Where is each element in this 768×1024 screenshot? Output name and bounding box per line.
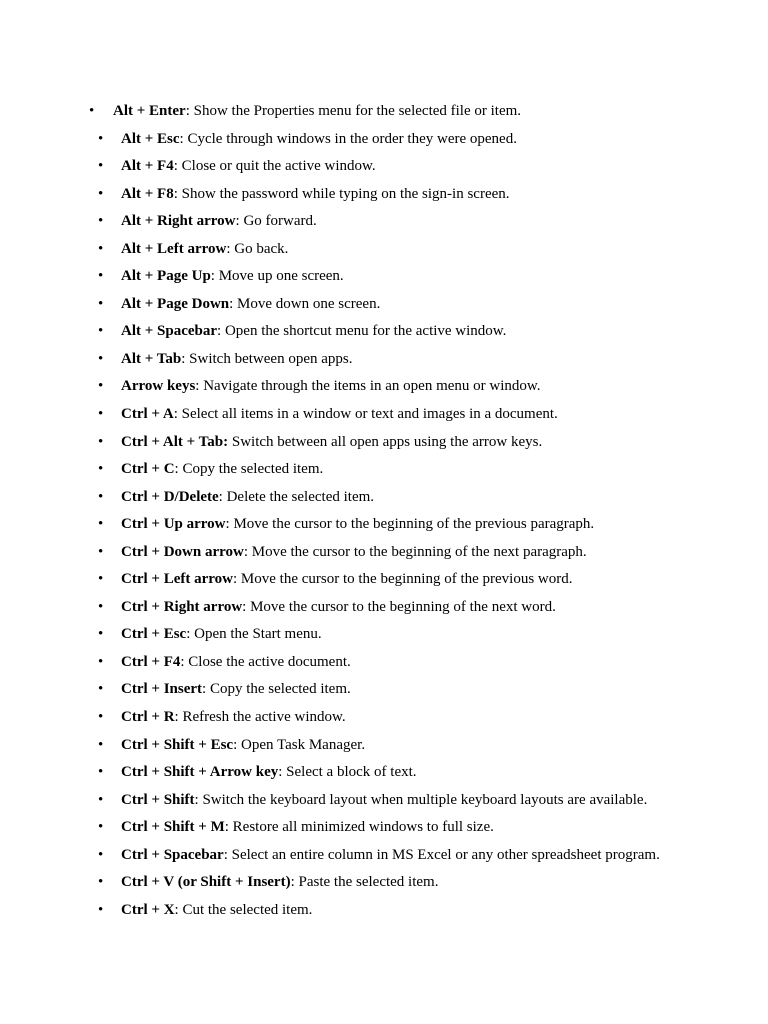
bullet-icon: •: [98, 323, 104, 340]
list-item: [0, 429, 768, 457]
shortcut-description: Select a block of text.: [286, 764, 417, 781]
shortcut-keys: Alt + Page Down: [121, 295, 230, 312]
shortcut-keys: Ctrl + X: [121, 901, 175, 918]
separator: :: [186, 626, 195, 643]
shortcut-keys: Ctrl + R: [121, 709, 175, 726]
bullet-icon: •: [98, 709, 104, 726]
shortcut-keys: Alt + Page Up: [121, 268, 211, 285]
separator: :: [217, 323, 225, 340]
bullet-icon: •: [98, 819, 104, 836]
shortcut-keys: Ctrl + Left arrow: [121, 571, 233, 588]
shortcut-description: Go forward.: [243, 213, 317, 230]
shortcut-keys: Alt + Right arrow: [121, 213, 236, 230]
shortcut-keys: Ctrl + Alt + Tab:: [121, 433, 229, 450]
shortcut-description: Restore all minimized windows to full size.: [232, 819, 494, 836]
shortcut-keys: Alt + F8: [121, 185, 174, 202]
bullet-icon: •: [98, 461, 104, 478]
shortcut-keys: Arrow keys: [121, 378, 196, 395]
separator: :: [185, 103, 194, 119]
shortcut-keys: Ctrl + Down arrow: [121, 543, 244, 560]
list-item: [0, 346, 768, 374]
list-item: [0, 787, 768, 815]
list-item: [0, 869, 768, 897]
bullet-icon: •: [98, 846, 104, 863]
bullet-icon: •: [98, 598, 104, 615]
shortcut-keys: Alt + Esc: [121, 130, 180, 147]
shortcut-description: Open the shortcut menu for the active window.: [224, 323, 507, 340]
shortcut-description: Move the cursor to the beginning of the next word.: [250, 598, 556, 615]
bullet-icon: •: [98, 185, 104, 202]
shortcut-description: Move down one screen.: [237, 295, 381, 312]
list-item: [0, 732, 768, 760]
shortcut-description: Select all items in a window or text and images in a document.: [181, 406, 558, 423]
shortcut-keys: Ctrl + C: [121, 461, 175, 478]
list-item: [0, 401, 768, 429]
shortcut-description: Select an entire column in MS Excel or any other spreadsheet program.: [231, 846, 660, 863]
bullet-icon: •: [98, 571, 104, 588]
shortcut-description: Show the Properties menu for the selected file or item.: [193, 103, 522, 119]
bullet-icon: •: [98, 874, 104, 891]
separator: :: [218, 488, 227, 505]
shortcut-keys: Ctrl + Shift: [121, 791, 195, 808]
bullet-icon: •: [98, 736, 104, 753]
separator: :: [233, 736, 242, 753]
shortcut-keys: Alt + Left arrow: [121, 240, 227, 257]
list-item: [0, 181, 768, 209]
list-item: [0, 814, 768, 842]
list-item: [0, 897, 768, 925]
separator: :: [235, 213, 244, 230]
list-item: [0, 263, 768, 291]
shortcut-description: Open the Start menu.: [194, 626, 322, 643]
shortcut-keys: Alt + Spacebar: [121, 323, 218, 340]
bullet-icon: •: [98, 406, 104, 423]
shortcut-description: Copy the selected item.: [209, 681, 351, 698]
shortcut-description: Cycle through windows in the order they were opened.: [187, 130, 517, 147]
shortcut-keys: Ctrl + F4: [121, 653, 181, 670]
list-item: [0, 704, 768, 732]
shortcut-description: Cut the selected item.: [182, 901, 313, 918]
shortcut-keys: Ctrl + A: [121, 406, 174, 423]
bullet-icon: •: [98, 213, 104, 230]
list-item: [0, 373, 768, 401]
bullet-icon: •: [98, 543, 104, 560]
separator: :: [243, 543, 252, 560]
shortcut-description: Close the active document.: [188, 653, 351, 670]
list-item: [0, 236, 768, 264]
list-item: [0, 484, 768, 512]
bullet-icon: •: [98, 350, 104, 367]
shortcut-description: Close or quit the active window.: [181, 158, 376, 175]
shortcut-keys: Ctrl + Shift + Esc: [121, 736, 234, 753]
separator: :: [174, 901, 183, 918]
separator: :: [210, 268, 219, 285]
shortcut-description: Move up one screen.: [218, 268, 344, 285]
separator: :: [174, 461, 183, 478]
shortcut-description: Paste the selected item.: [298, 874, 439, 891]
list-item: [0, 649, 768, 677]
bullet-icon: •: [98, 378, 104, 395]
bullet-icon: •: [98, 240, 104, 257]
list-item: [0, 594, 768, 622]
list-item: [0, 126, 768, 154]
separator: :: [179, 130, 188, 147]
bullet-icon: •: [98, 295, 104, 312]
separator: :: [223, 846, 232, 863]
shortcut-description: Navigate through the items in an open menu or window.: [203, 378, 541, 395]
shortcut-description: Refresh the active window.: [182, 709, 346, 726]
separator: :: [181, 350, 190, 367]
list-item: [0, 759, 768, 787]
bullet-icon: •: [98, 433, 104, 450]
list-item: [0, 511, 768, 539]
separator: :: [180, 653, 189, 670]
bullet-icon: •: [98, 653, 104, 670]
bullet-icon: •: [98, 681, 104, 698]
bullet-icon: •: [98, 158, 104, 175]
list-item: [0, 566, 768, 594]
shortcut-description: Move the cursor to the beginning of the previous paragraph.: [233, 516, 595, 533]
shortcut-keys: Alt + Enter: [113, 103, 186, 119]
list-item: [0, 291, 768, 319]
shortcut-description: Move the cursor to the beginning of the next paragraph.: [251, 543, 587, 560]
shortcut-list: [0, 98, 768, 924]
separator: :: [232, 571, 241, 588]
shortcut-keys: Ctrl + Esc: [121, 626, 187, 643]
shortcut-description: Go back.: [234, 240, 289, 257]
shortcut-description: Copy the selected item.: [182, 461, 324, 478]
bullet-icon: •: [98, 268, 104, 285]
list-item: [0, 98, 768, 126]
list-item: [0, 153, 768, 181]
separator: :: [173, 406, 182, 423]
bullet-icon: •: [98, 516, 104, 533]
bullet-icon: •: [89, 103, 95, 119]
shortcut-keys: Ctrl + D/Delete: [121, 488, 219, 505]
separator: :: [174, 709, 183, 726]
list-item: [0, 842, 768, 870]
separator: :: [278, 764, 287, 781]
separator: :: [224, 819, 233, 836]
shortcut-keys: Ctrl + V (or Shift + Insert): [121, 874, 291, 891]
shortcut-description: Switch between open apps.: [189, 350, 353, 367]
bullet-icon: •: [98, 130, 104, 147]
bullet-icon: •: [98, 901, 104, 918]
bullet-icon: •: [98, 791, 104, 808]
shortcut-keys: Ctrl + Shift + M: [121, 819, 225, 836]
list-item: [0, 318, 768, 346]
shortcut-keys: Ctrl + Up arrow: [121, 516, 226, 533]
separator: :: [226, 240, 235, 257]
separator: :: [173, 158, 182, 175]
separator: :: [290, 874, 299, 891]
shortcut-keys: Ctrl + Insert: [121, 681, 203, 698]
shortcut-description: Delete the selected item.: [226, 488, 375, 505]
shortcut-keys: Ctrl + Shift + Arrow key: [121, 764, 279, 781]
separator: :: [173, 185, 182, 202]
separator: :: [194, 791, 203, 808]
separator: :: [202, 681, 210, 698]
separator: :: [225, 516, 234, 533]
list-item: [0, 539, 768, 567]
shortcut-description: Switch between all open apps using the arrow keys.: [231, 433, 543, 450]
list-item: [0, 621, 768, 649]
shortcut-description: Show the password while typing on the sign-in screen.: [181, 185, 510, 202]
list-item: [0, 456, 768, 484]
shortcut-keys: Ctrl + Right arrow: [121, 598, 243, 615]
shortcut-keys: Alt + Tab: [121, 350, 182, 367]
bullet-icon: •: [98, 764, 104, 781]
separator: :: [195, 378, 204, 395]
shortcut-keys: Alt + F4: [121, 158, 174, 175]
list-item: [0, 208, 768, 236]
bullet-icon: •: [98, 488, 104, 505]
shortcut-description: Switch the keyboard layout when multiple keyboard layouts are available.: [202, 791, 648, 808]
separator: :: [229, 295, 238, 312]
bullet-icon: •: [98, 626, 104, 643]
separator: :: [242, 598, 251, 615]
shortcut-keys: Ctrl + Spacebar: [121, 846, 224, 863]
shortcut-description: Open Task Manager.: [241, 736, 366, 753]
list-item: [0, 676, 768, 704]
shortcut-description: Move the cursor to the beginning of the previous word.: [240, 571, 573, 588]
